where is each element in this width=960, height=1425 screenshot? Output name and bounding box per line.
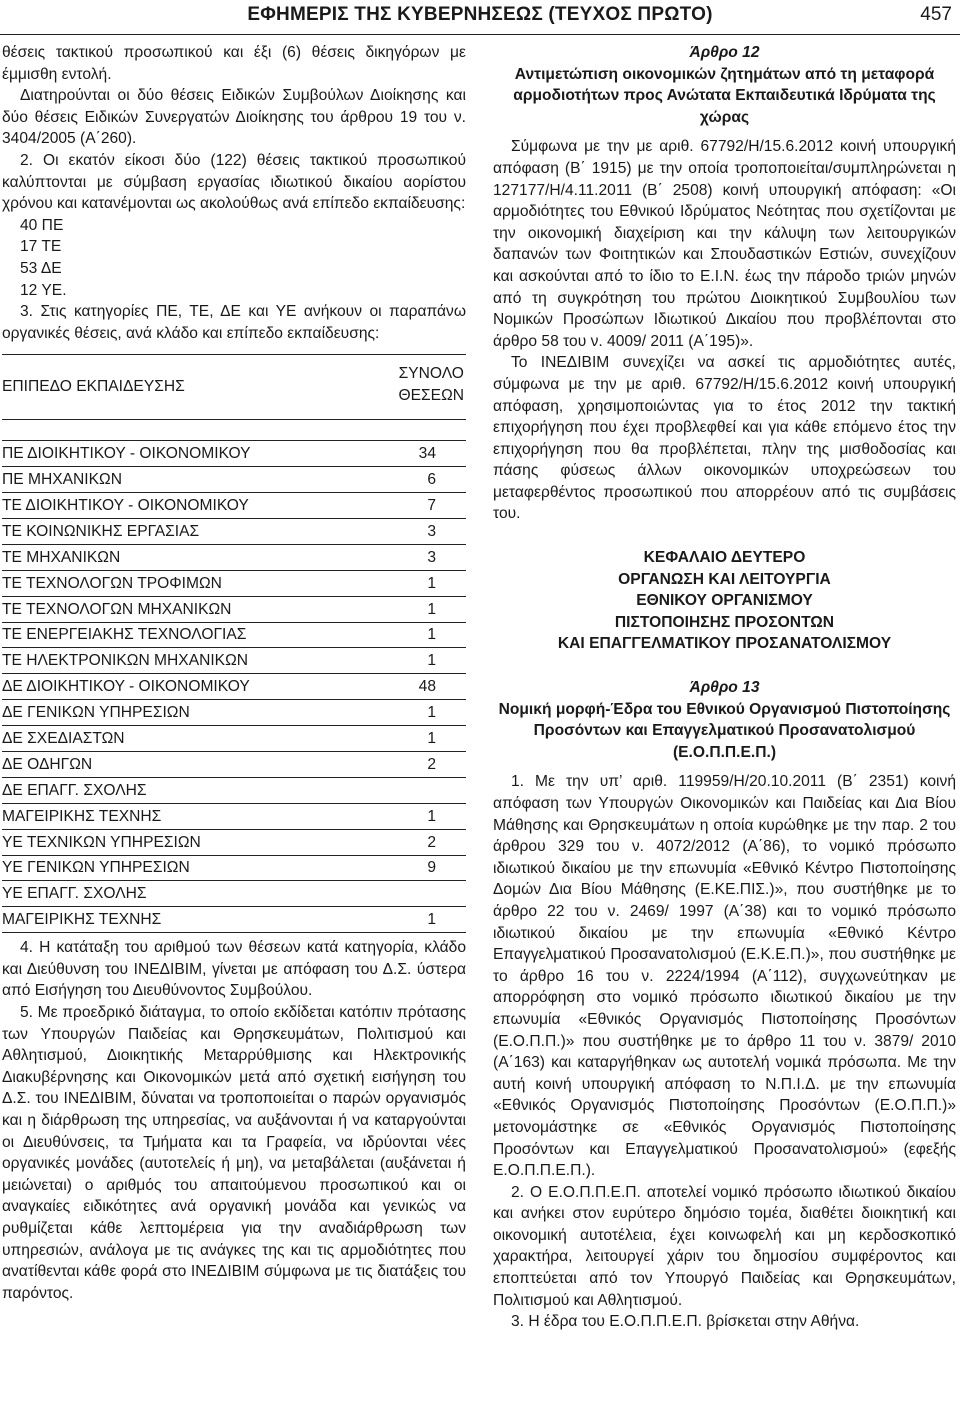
row-label: ΠΕ ΜΗΧΑΝΙΚΩΝ	[2, 471, 122, 489]
table-row	[2, 597, 466, 623]
row-label: ΤΕ ΤΕΧΝΟΛΟΓΩΝ ΜΗΧΑΝΙΚΩΝ	[2, 600, 232, 618]
table-row	[2, 856, 466, 882]
article-12-title: Αντιμετώπιση οικονομικών ζητημάτων από τη μεταφορά αρμοδιοτήτων προς Ανώτατα Εκπαιδευτικά Ιδρύματα της χώρας	[513, 65, 936, 126]
row-label: ΔΕ ΔΙΟΙΚΗΤΙΚΟΥ - ΟΙΚΟΝΟΜΙΚΟΥ	[2, 678, 250, 696]
row-label: ΤΕ ΤΕΧΝΟΛΟΓΩΝ ΤΡΟΦΙΜΩΝ	[2, 574, 222, 592]
level-item: 40 ΠΕ	[20, 216, 64, 234]
page-header	[0, 0, 960, 35]
article-12-number: Άρθρο 12	[689, 44, 760, 61]
row-label: ΥΕ ΓΕΝΙΚΩΝ ΥΠΗΡΕΣΙΩΝ	[2, 859, 190, 877]
table-row	[2, 726, 466, 752]
row-count: 6	[427, 471, 436, 489]
table-row	[2, 674, 466, 700]
row-count: 1	[427, 704, 436, 722]
chapter-line: ΠΙΣΤΟΠΟΙΗΣΗΣ ΠΡΟΣΟΝΤΩΝ	[614, 613, 835, 631]
chapter-heading	[493, 547, 956, 655]
paragraph: Το ΙΝΕΔΙΒΙΜ συνεχίζει να ασκεί τις αρμοδιότητες αυτές, σύμφωνα με την με αριθ. 67792/Η/15.6.2012 κοινή υπουργική απόφαση, χρησιμοποιώντας για το έτος 2012 την τακτική επιχορήγηση που έχει προβλεφθεί και για κάθε επόμενο έτος την επιχορήγηση που θα προβλέπεται, πλην της μισθοδοσίας και πάσης φύσεως άλλων οικονομικών υποχρεώσεων του μεταφερθέντος προσωπικού που απορρέουν από τις συμβάσεις του.	[493, 354, 956, 523]
table-row	[2, 752, 466, 778]
paragraph: Διατηρούνται οι δύο θέσεις Ειδικών Συμβούλων Διοίκησης και δύο θέσεις Ειδικών Συνεργατών Διοίκησης του άρθρου 19 του ν. 3404/2005 (Α΄260).	[2, 87, 466, 148]
right-column	[493, 42, 956, 1333]
row-label: ΔΕ ΣΧΕΔΙΑΣΤΩΝ	[2, 730, 125, 747]
row-count: 1	[427, 600, 436, 618]
table-row	[2, 467, 466, 493]
row-count: 1	[427, 730, 436, 747]
row-label: ΤΕ ΕΝΕΡΓΕΙΑΚΗΣ ΤΕΧΝΟΛΟΓΙΑΣ	[2, 626, 247, 644]
row-label: ΠΕ ΔΙΟΙΚΗΤΙΚΟΥ - ΟΙΚΟΝΟΜΙΚΟΥ	[2, 445, 251, 463]
header-education-level: ΕΠΙΠΕΔΟ ΕΚΠΑΙΔΕΥΣΗΣ	[2, 378, 185, 396]
paragraph: 1. Με την υπ’ αριθ. 119959/Η/20.10.2011 (Β΄ 2351) κοινή απόφαση των Υπουργών Οικονομικών και Παιδείας και Δια Βίου Μάθησης και Θρησκευμάτων η οποία κυρώθηκε με την παρ. 2 του άρθρου 329 του ν. 4072/2012 (Α΄86), το νομικό πρόσωπο ιδιωτικού δικαίου με την επωνυμία «Εθνικό Κέντρο Πιστοποίησης Δομών Δια Βίου Μάθησης (Ε.ΚΕ.ΠΙΣ.)», που συστήθηκε με το άρθρο 22 του ν. 2469/ 1997 (Α΄38) και το νομικό πρόσωπο ιδιωτικού δικαίου με την επωνυμία «Εθνικό Κέντρο Επαγγελματικού Προσανατολισμού (Ε.Κ.Ε.Π.)», που συστήθηκε με το άρθρο 16 του ν. 2224/1994 (Α΄112), συγχωνεύτηκαν με απορρόφηση στο νομικό πρόσωπο ιδιωτικού δικαίου με την επωνυμία «Εθνικός Οργανισμός Πιστοποίησης Προσόντων (Ε.Ο.Π.Π.)» που συστήθηκε με το άρθρο 11 του ν. 3879/ 2010 (Α΄163) και καταργήθηκαν ως αυτοτελή νομικά πρόσωπα. Με την αυτή κοινή υπουργική απόφαση το Ν.Π.Ι.Δ. με την επωνυμία «Εθνικός Οργανισμός Πιστοποίησης Προσόντων (Ε.Ο.Π.Π.)» μετονομάστηκε σε «Εθνικός Οργανισμός Πιστοποίησης Προσόντων και Επαγγελματικού Προσανατολισμού» (εφεξής Ε.Ο.Π.Π.Ε.Π.).	[493, 773, 956, 1180]
row-count: 34	[418, 445, 436, 463]
header-total-line1: ΣΥΝΟΛΟ	[398, 365, 464, 383]
left-column	[2, 42, 466, 1304]
table-row	[2, 519, 466, 545]
row-count: 2	[427, 833, 436, 851]
row-count: 3	[427, 522, 436, 540]
row-label: ΥΕ ΤΕΧΝΙΚΩΝ ΥΠΗΡΕΣΙΩΝ	[2, 833, 201, 851]
table-row	[2, 571, 466, 597]
row-label: ΜΑΓΕΙΡΙΚΗΣ ΤΕΧΝΗΣ	[2, 807, 162, 825]
table-row	[2, 493, 466, 519]
paragraph: θέσεις τακτικού προσωπικού και έξι (6) θέσεις δικηγόρων με έμμισθη εντολή.	[2, 44, 466, 83]
row-count: 2	[427, 755, 436, 773]
header-total-line2: ΘΕΣΕΩΝ	[398, 387, 464, 405]
table-spacer-row	[2, 420, 466, 441]
row-label: ΔΕ ΕΠΑΓΓ. ΣΧΟΛΗΣ	[2, 781, 147, 799]
positions-table	[2, 354, 466, 933]
row-count: 3	[427, 548, 436, 566]
table-row	[2, 778, 466, 804]
table-row	[2, 441, 466, 467]
level-item: 12 ΥΕ.	[20, 281, 67, 299]
table-row	[2, 804, 466, 830]
page-number: 457	[920, 4, 952, 25]
table-row	[2, 881, 466, 907]
paragraph: Σύμφωνα με την με αριθ. 67792/Η/15.6.2012 κοινή υπουργική απόφαση (Β΄ 1915) με την οποία τροποποιείται/συμπληρώνεται η 127177/Η/4.11.2011 (Β΄ 2508) κοινή υπουργική απόφαση: «Οι αρμοδιότητες του Εθνικού Ιδρύματος Νεότητας που σχετίζονται με την οικονομική διαχείριση και την κάλυψη των λειτουργικών δαπανών των Φοιτητικών και Σπουδαστικών Εστιών, συνεχίζουν και ασκούνται από το ίδιο το Ε.Ι.Ν. έως την πάροδο τριών μηνών από τη συγκρότηση του πρώτου Διοικητικού Συμβουλίου των Νομικών Προσώπων Ιδιωτικού Δικαίου που προβλέπονται στο άρθρο 58 του ν. 4009/ 2011 (Α΄195)».	[493, 138, 956, 350]
table-row	[2, 907, 466, 933]
chapter-line: ΟΡΓΑΝΩΣΗ ΚΑΙ ΛΕΙΤΟΥΡΓΙΑ	[618, 570, 831, 588]
article-13-number: Άρθρο 13	[689, 679, 760, 697]
table-row	[2, 700, 466, 726]
paragraph: 2. Οι εκατόν είκοσι δύο (122) θέσεις τακτικού προσωπικού καλύπτονται με σύμβαση εργασίας ιδιωτικού δικαίου αορίστου χρόνου και κατανέμονται ως ακολούθως ανά επίπεδο εκπαίδευσης:	[2, 151, 466, 213]
table-row	[2, 648, 466, 674]
chapter-line: ΕΘΝΙΚΟΥ ΟΡΓΑΝΙΣΜΟΥ	[636, 592, 813, 610]
row-label: ΤΕ ΗΛΕΚΤΡΟΝΙΚΩΝ ΜΗΧΑΝΙΚΩΝ	[2, 652, 249, 670]
paragraph: 4. Η κατάταξη του αριθμού των θέσεων κατά κατηγορία, κλάδο και Διεύθυνση του ΙΝΕΔΙΒΙΜ, γίνεται με απόφαση του Δ.Σ. ύστερα από Εισήγηση του Διευθύνοντος Συμβούλου.	[2, 939, 466, 1000]
row-count: 48	[418, 678, 436, 696]
table-row	[2, 545, 466, 571]
row-label: ΥΕ ΕΠΑΓΓ. ΣΧΟΛΗΣ	[2, 885, 147, 903]
row-count: 9	[427, 859, 436, 877]
row-label: ΔΕ ΟΔΗΓΩΝ	[2, 755, 93, 773]
row-label: ΤΕ ΚΟΙΝΩΝΙΚΗΣ ΕΡΓΑΣΙΑΣ	[2, 522, 200, 540]
row-count: 7	[427, 496, 436, 514]
paragraph: 3. Στις κατηγορίες ΠΕ, ΤΕ, ΔΕ και ΥΕ ανήκουν οι παραπάνω οργανικές θέσεις, ανά κλάδο και επίπεδο εκπαίδευσης:	[2, 303, 466, 342]
article-13-title: Νομική μορφή-Έδρα του Εθνικού Οργανισμού Πιστοποίησης Προσόντων και Επαγγελματικού Προσανατολισμού (Ε.Ο.Π.Π.Ε.Π.)	[498, 700, 951, 761]
row-label: ΤΕ ΜΗΧΑΝΙΚΩΝ	[2, 548, 121, 566]
level-item: 17 ΤΕ	[20, 238, 62, 256]
paragraph: 5. Με προεδρικό διάταγμα, το οποίο εκδίδεται κατόπιν πρότασης των Υπουργών Παιδείας και Θρησκευμάτων, Πολιτισμού και Αθλητισμού, Διοικητικής Μεταρρύθμισης και Ηλεκτρονικής Διακυβέρνησης και Οικονομικών μετά από σχετική εισήγηση του Δ.Σ. του ΙΝΕΔΙΒΙΜ, δύναται να τροποποιείται ο παρών οργανισμός και η διάρθρωση της υπηρεσίας, να αυξάνονται ή να καταργούνται οι Διευθύνσεις, τα Τμήματα και τα Γραφεία, να ιδρύονται νέες οργανικές μονάδες (αυτοτελείς ή μη), να μεταβάλεται (αυξάνεται ή μειώνεται) ο αριθμός του απαιτούμενου προσωπικού και οι αναγκαίες ειδικότητες ανά οργανική μονάδα και γενικώς να ρυθμίζεται κάθε λεπτομέρεια για την αναδιάρθρωση των υπηρεσιών, ανάλογα με τις ανάγκες της και τις αρμοδιότητες που ανατίθενται κάθε φορά στο ΙΝΕΔΙΒΙΜ σύμφωνα με τις διατάξεις του παρόντος.	[2, 1004, 466, 1302]
paragraph: 3. Η έδρα του Ε.Ο.Π.Π.Ε.Π. βρίσκεται στην Αθήνα.	[511, 1313, 860, 1331]
table-row	[2, 830, 466, 856]
row-label: ΤΕ ΔΙΟΙΚΗΤΙΚΟΥ - ΟΙΚΟΝΟΜΙΚΟΥ	[2, 496, 249, 514]
row-label: ΜΑΓΕΙΡΙΚΗΣ ΤΕΧΝΗΣ	[2, 911, 162, 929]
row-count: 1	[427, 574, 436, 592]
table-row	[2, 623, 466, 649]
chapter-line: ΚΑΙ ΕΠΑΓΓΕΛΜΑΤΙΚΟΥ ΠΡΟΣΑΝΑΤΟΛΙΣΜΟΥ	[557, 635, 892, 653]
row-count: 1	[427, 652, 436, 670]
header-total-positions	[399, 363, 465, 407]
row-count: 1	[427, 807, 436, 825]
gazette-title: ΕΦΗΜΕΡΙΣ ΤΗΣ ΚΥΒΕΡΝΗΣΕΩΣ (ΤΕΥΧΟΣ ΠΡΩΤΟ)	[247, 4, 713, 25]
chapter-line: ΚΕΦΑΛΑΙΟ ΔΕΥΤΕΡΟ	[643, 549, 806, 567]
paragraph: 2. Ο Ε.Ο.Π.Π.Ε.Π. αποτελεί νομικό πρόσωπο ιδιωτικού δικαίου και ανήκει στον ευρύτερο δημόσιο τομέα, διαθέτει διοικητική και οικονομική αυτοτέλεια, έχει κοινωφελή και μη κερδοσκοπικό χαρακτήρα, λειτουργεί χάριν του δημοσίου συμφέροντος και εποπτεύεται από τον Υπουργό Παιδείας και Θρησκευμάτων, Πολιτισμού και Αθλητισμού.	[493, 1183, 956, 1309]
row-count: 1	[427, 626, 436, 644]
level-item: 53 ΔΕ	[20, 259, 62, 277]
row-count: 1	[427, 911, 436, 929]
row-label: ΔΕ ΓΕΝΙΚΩΝ ΥΠΗΡΕΣΙΩΝ	[2, 704, 190, 722]
table-header	[2, 355, 466, 420]
